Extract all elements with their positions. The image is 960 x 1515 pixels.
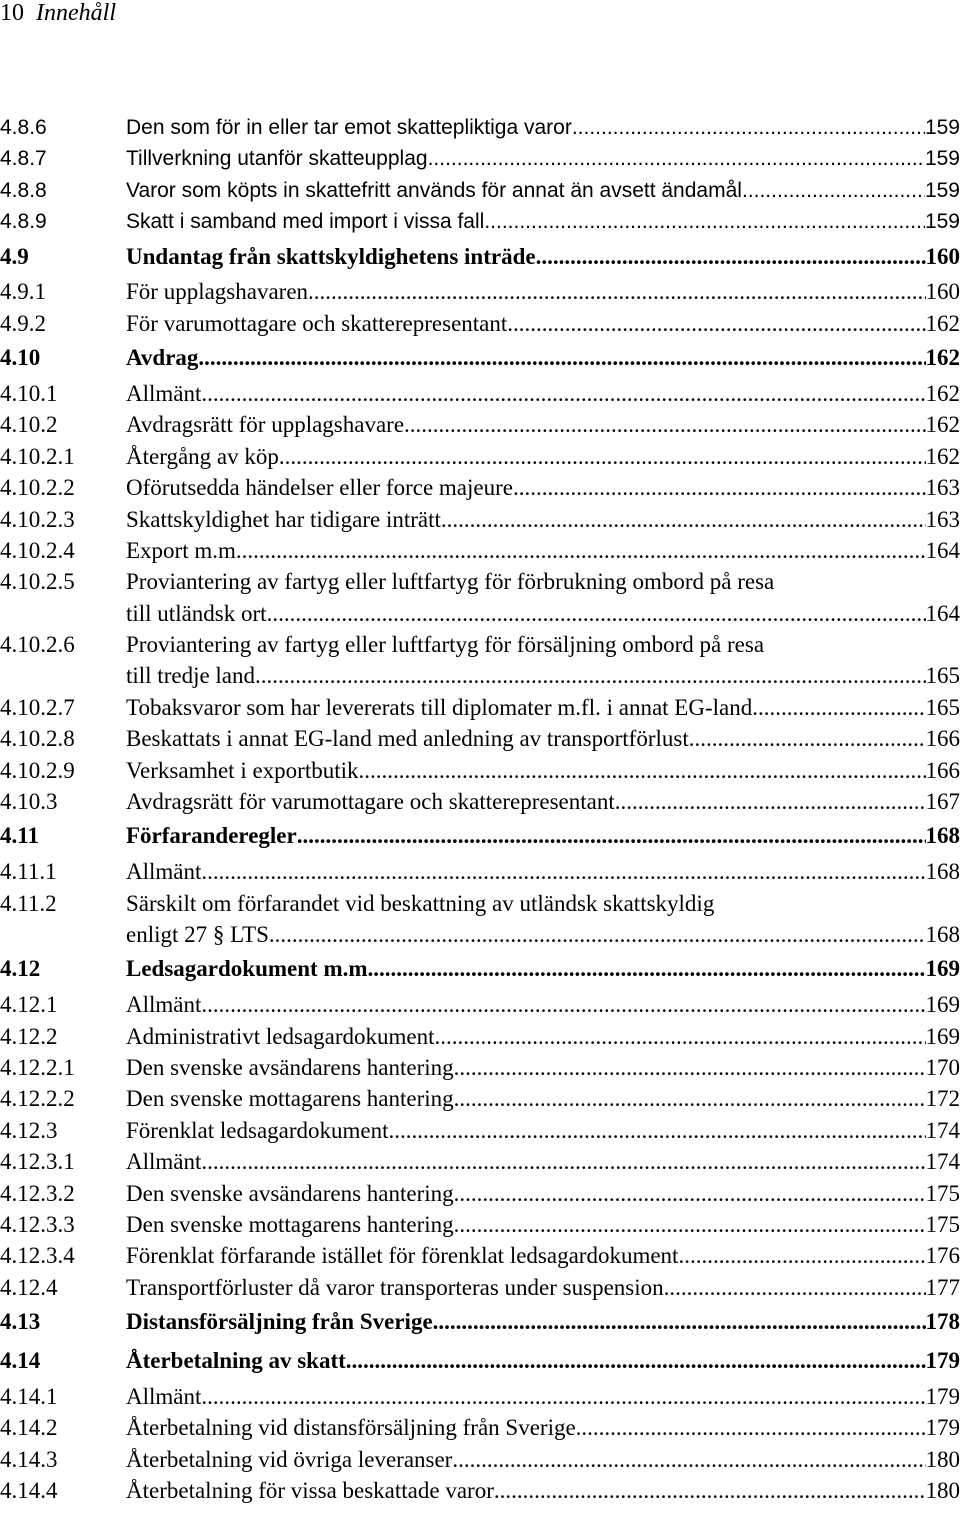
dot-leader [201, 1381, 925, 1412]
dot-leader [435, 1021, 926, 1052]
toc-entry-title: Den som för in eller tar emot skattepliktiga varor [126, 116, 572, 139]
toc-entry-number: 4.8.7 [0, 147, 47, 171]
toc-entry-title: Skatt i samband med import i vissa fall [126, 210, 485, 234]
toc-entry-page-number: 170 [925, 1055, 960, 1080]
toc-entry-title-block [126, 1115, 960, 1146]
toc-entry-number: 4.12.3.1 [0, 1149, 75, 1175]
toc-entry-title-block [126, 339, 960, 378]
toc-entry[interactable] [0, 339, 960, 378]
toc-entry-page-number: 159 [924, 178, 960, 202]
toc-entry-title-block [126, 378, 960, 409]
toc-entry-title-block [126, 566, 960, 629]
toc-entry-page-number: 179 [925, 1415, 960, 1441]
toc-entry[interactable] [0, 723, 960, 754]
dot-leader [689, 723, 926, 754]
toc-entry-number: 4.12.1 [0, 992, 58, 1018]
toc-entry-title: Den svenske avsändarens hantering [126, 1055, 454, 1080]
dot-leader [404, 409, 925, 440]
toc-entry-number: 4.11 [0, 823, 39, 849]
toc-entry-title: Återbetalning för vissa beskattade varor [126, 1477, 494, 1503]
toc-entry-page-number: 168 [925, 823, 960, 849]
toc-entry-title-block [126, 504, 960, 535]
dot-leader [454, 1178, 926, 1209]
toc-entry[interactable] [0, 786, 960, 817]
toc-entry-title: Förenklat förfarande istället för förenklat ledsagardokument [126, 1243, 679, 1269]
toc-entry[interactable] [0, 1240, 960, 1271]
toc-entry[interactable] [0, 1178, 960, 1209]
toc-entry[interactable] [0, 378, 960, 409]
dot-leader [242, 535, 926, 566]
toc-entry[interactable] [0, 535, 960, 566]
toc-entry-number: 4.12.3.2 [0, 1180, 75, 1206]
dot-leader [359, 755, 926, 786]
toc-entry[interactable] [0, 409, 960, 440]
dot-leader [389, 1115, 926, 1146]
toc-entry[interactable] [0, 817, 960, 856]
toc-entry-page-number: 164 [925, 600, 960, 626]
toc-entry-page-number: 162 [925, 412, 960, 438]
dot-leader [441, 504, 926, 535]
toc-entry[interactable] [0, 1272, 960, 1303]
toc-entry[interactable] [0, 629, 960, 692]
toc-entry-title-block [126, 1272, 960, 1303]
toc-entry-title-block [126, 1381, 960, 1412]
toc-entry-title: Allmänt [126, 380, 202, 406]
toc-entry-title: Den svenske avsändarens hantering [126, 1180, 454, 1206]
toc-entry-title-block [126, 1021, 960, 1052]
dot-leader [428, 143, 925, 174]
toc-entry-page-number: 175 [925, 1211, 960, 1237]
toc-entry-page-number: 162 [925, 345, 960, 371]
running-title: Innehåll [36, 0, 116, 26]
toc-entry[interactable] [0, 143, 960, 174]
toc-entry-page-number: 163 [925, 475, 960, 501]
toc-entry-title-block [126, 950, 960, 989]
dot-leader [454, 1052, 926, 1083]
dot-leader [664, 1272, 926, 1303]
toc-entry-page-number: 175 [925, 1180, 960, 1206]
toc-entry[interactable] [0, 472, 960, 503]
toc-entry-page-number: 168 [925, 922, 960, 948]
toc-entry-title: Varor som köpts in skattefritt används för annat än avsett ändamål [126, 178, 742, 202]
toc-entry-title: Särskilt om förfarandet vid beskattning av utländsk skattskyldig [126, 890, 715, 916]
dot-leader [484, 206, 925, 237]
dot-leader [494, 1475, 926, 1506]
toc-entry-title-block [126, 1444, 960, 1475]
toc-entry-title: Export m.m. [126, 537, 242, 563]
toc-entry-title-block [126, 112, 960, 143]
toc-entry-page-number: 167 [925, 789, 960, 815]
toc-entry-title: Återbetalning vid övriga leveranser [126, 1446, 453, 1472]
toc-entry-number: 4.10.2 [0, 412, 58, 438]
toc-entry-title-block [126, 1209, 960, 1240]
toc-entry-page-number: 179 [925, 1347, 960, 1373]
toc-entry-number: 4.9 [0, 243, 29, 269]
toc-entry-title: För varumottagare och skatterepresentant [126, 310, 508, 336]
toc-entry-title: Oförutsedda händelser eller force majeure [126, 475, 513, 501]
toc-entry-page-number: 162 [925, 310, 960, 336]
toc-entry-page-number: 178 [925, 1309, 960, 1335]
toc-entry-page-number: 160 [925, 279, 960, 305]
toc-entry-page-number: 176 [925, 1243, 960, 1269]
toc-entry-number: 4.12.3.3 [0, 1211, 75, 1237]
toc-entry-title: Undantag från skattskyldighetens inträde [126, 243, 536, 269]
page-header [0, 0, 116, 26]
toc-entry-title-block [126, 817, 960, 856]
toc-entry-page-number: 163 [925, 506, 960, 532]
toc-entry-title: Tillverkning utanför skatteupplag [126, 147, 428, 171]
toc-entry-title-block [126, 888, 960, 951]
toc-entry-number: 4.14.3 [0, 1446, 58, 1472]
toc-entry-title-block [126, 1475, 960, 1506]
dot-leader [201, 989, 925, 1020]
toc-entry[interactable] [0, 504, 960, 535]
toc-entry[interactable] [0, 1021, 960, 1052]
dot-leader [536, 238, 926, 277]
toc-entry-title-block [126, 535, 960, 566]
toc-entry[interactable] [0, 1146, 960, 1177]
page-number: 10 [0, 0, 24, 26]
toc-entry[interactable] [0, 1083, 960, 1114]
toc-entry-title: Allmänt [126, 1149, 202, 1175]
toc-entry[interactable] [0, 888, 960, 951]
toc-entry[interactable] [0, 276, 960, 307]
toc-entry-title: Administrativt ledsagardokument [126, 1023, 435, 1049]
toc-entry-title: Ledsagardokument m.m. [126, 956, 374, 982]
toc-entry-number: 4.8.8 [0, 178, 47, 202]
toc-entry-title: Beskattats i annat EG-land med anledning av transportförlust [126, 726, 689, 752]
toc-entry-title-block [126, 786, 960, 817]
toc-entry-title: Den svenske mottagarens hantering [126, 1211, 454, 1237]
toc-entry-number: 4.8.6 [0, 116, 47, 139]
toc-entry-title: Skattskyldighet har tidigare inträtt [126, 506, 441, 532]
toc-entry-title-block [126, 1240, 960, 1271]
toc-entry[interactable] [0, 308, 960, 339]
toc-entry-number: 4.10.1 [0, 380, 58, 406]
toc-entry-title: Avdrag [126, 345, 199, 371]
toc-entry-title-block [126, 1303, 960, 1342]
toc-entry-number: 4.8.9 [0, 210, 47, 234]
dot-leader [308, 276, 925, 307]
toc-entry-page-number: 166 [925, 757, 960, 783]
dot-leader [576, 1412, 926, 1443]
toc-entry-number: 4.12.3 [0, 1117, 58, 1143]
dot-leader [267, 598, 926, 629]
toc-entry-page-number: 169 [925, 1023, 960, 1049]
toc-entry-title: Den svenske mottagarens hantering [126, 1086, 454, 1112]
toc-entry[interactable] [0, 856, 960, 887]
toc-entry-title-block [126, 1052, 960, 1083]
toc-entry-number: 4.10.2.5 [0, 569, 75, 595]
toc-entry-title-block [126, 472, 960, 503]
toc-entry-title-block [126, 238, 960, 277]
dot-leader [752, 692, 925, 723]
toc-entry-number: 4.11.2 [0, 890, 57, 916]
dot-leader [615, 786, 926, 817]
toc-entry-number: 4.12.3.4 [0, 1243, 75, 1269]
toc-entry-title-block [126, 276, 960, 307]
toc-entry-title-block [126, 1412, 960, 1443]
toc-entry-title-block [126, 441, 960, 472]
toc-entry-title: Återgång av köp [126, 443, 279, 469]
toc-entry-page-number: 165 [925, 694, 960, 720]
toc-entry-title: Allmänt [126, 1383, 202, 1409]
toc-entry[interactable] [0, 950, 960, 989]
toc-entry-title: Förenklat ledsagardokument [126, 1117, 389, 1143]
toc-entry-number: 4.10 [0, 345, 41, 371]
toc-entry[interactable] [0, 238, 960, 277]
toc-entry-page-number: 160 [925, 243, 960, 269]
table-of-contents [0, 112, 960, 1506]
toc-entry-number: 4.10.2.8 [0, 726, 75, 752]
toc-entry-number: 4.12.2 [0, 1023, 58, 1049]
toc-entry-number: 4.10.3 [0, 789, 58, 815]
toc-entry-number: 4.10.2.2 [0, 475, 75, 501]
dot-leader [201, 378, 925, 409]
dot-leader [742, 175, 925, 206]
dot-leader [201, 856, 925, 887]
toc-entry-page-number: 179 [925, 1383, 960, 1409]
toc-entry[interactable] [0, 1475, 960, 1506]
toc-entry-title: Avdragsrätt för varumottagare och skatterepresentant [126, 789, 615, 815]
dot-leader [513, 472, 926, 503]
toc-entry-number: 4.14.2 [0, 1415, 58, 1441]
toc-entry-number: 4.12.2.2 [0, 1086, 75, 1112]
dot-leader [572, 112, 925, 143]
toc-entry-number: 4.14 [0, 1347, 41, 1373]
toc-entry-number: 4.10.2.9 [0, 757, 75, 783]
toc-entry[interactable] [0, 1381, 960, 1412]
toc-entry-title: enligt 27 § LTS [126, 922, 269, 948]
toc-entry-page-number: 180 [925, 1446, 960, 1472]
toc-entry-number: 4.14.1 [0, 1383, 58, 1409]
toc-entry[interactable] [0, 441, 960, 472]
toc-entry-title: Transportförluster då varor transporteras under suspension [126, 1274, 664, 1300]
dot-leader [452, 1444, 925, 1475]
toc-entry-page-number: 159 [924, 116, 960, 139]
toc-entry-title: Proviantering av fartyg eller luftfartyg för försäljning ombord på resa [126, 632, 765, 658]
dot-leader [269, 919, 926, 950]
toc-entry-title: Allmänt [126, 859, 202, 885]
toc-entry-number: 4.12.2.1 [0, 1055, 75, 1080]
toc-entry-number: 4.12.4 [0, 1274, 58, 1300]
toc-entry-page-number: 169 [925, 992, 960, 1018]
toc-entry-title-block [126, 175, 960, 206]
dot-leader [297, 817, 926, 856]
toc-entry-number: 4.11.1 [0, 859, 57, 885]
toc-entry-title-block [126, 629, 960, 692]
toc-entry[interactable] [0, 1115, 960, 1146]
toc-entry-title-block [126, 206, 960, 237]
toc-entry-page-number: 177 [925, 1274, 960, 1300]
dot-leader [454, 1083, 926, 1114]
toc-entry-title: Avdragsrätt för upplagshavare [126, 412, 405, 438]
dot-leader [433, 1303, 926, 1342]
toc-entry[interactable] [0, 1444, 960, 1475]
toc-entry-title-block [126, 1178, 960, 1209]
dot-leader [507, 308, 925, 339]
toc-entry-page-number: 174 [925, 1149, 960, 1175]
toc-entry-number: 4.10.2.1 [0, 443, 75, 469]
toc-entry-number: 4.10.2.4 [0, 537, 75, 563]
dot-leader [279, 441, 926, 472]
toc-entry-title: Proviantering av fartyg eller luftfartyg för förbrukning ombord på resa [126, 569, 775, 595]
toc-entry[interactable] [0, 566, 960, 629]
toc-entry[interactable] [0, 989, 960, 1020]
toc-entry-title: till tredje land [126, 663, 256, 689]
toc-entry-number: 4.9.2 [0, 310, 46, 336]
toc-entry-page-number: 169 [925, 956, 960, 982]
toc-entry[interactable] [0, 112, 960, 143]
toc-entry-title: För upplagshavaren [126, 279, 309, 305]
toc-entry-title: Återbetalning vid distansförsäljning från Sverige [126, 1415, 576, 1441]
toc-entry-page-number: 162 [925, 443, 960, 469]
toc-entry-number: 4.14.4 [0, 1477, 58, 1503]
toc-entry-title-block [126, 723, 960, 754]
toc-entry[interactable] [0, 1209, 960, 1240]
toc-entry-title-block [126, 989, 960, 1020]
toc-entry[interactable] [0, 1412, 960, 1443]
toc-entry[interactable] [0, 692, 960, 723]
toc-entry[interactable] [0, 175, 960, 206]
toc-entry[interactable] [0, 1303, 960, 1342]
dot-leader [255, 660, 925, 691]
toc-entry-title-block [126, 1083, 960, 1114]
toc-entry-page-number: 164 [925, 537, 960, 563]
toc-entry[interactable] [0, 755, 960, 786]
toc-entry-number: 4.10.2.6 [0, 632, 75, 658]
toc-entry-title: till utländsk ort [126, 600, 267, 626]
toc-entry[interactable] [0, 1052, 960, 1083]
toc-entry-number: 4.10.2.3 [0, 506, 75, 532]
toc-entry-title-block [126, 409, 960, 440]
toc-entry-title: Förfaranderegler [126, 823, 297, 849]
toc-entry-page-number: 174 [925, 1117, 960, 1143]
toc-entry-page-number: 168 [925, 859, 960, 885]
dot-leader [454, 1209, 926, 1240]
toc-entry-title: Allmänt [126, 992, 202, 1018]
toc-entry-number: 4.12 [0, 956, 41, 982]
dot-leader [346, 1342, 926, 1381]
dot-leader [198, 339, 925, 378]
toc-entry-title: Verksamhet i exportbutik [126, 757, 359, 783]
toc-entry-page-number: 159 [924, 147, 960, 171]
toc-entry-number: 4.9.1 [0, 279, 46, 305]
toc-entry-page-number: 166 [925, 726, 960, 752]
toc-entry-title-block [126, 1146, 960, 1177]
toc-entry[interactable] [0, 1342, 960, 1381]
toc-entry-title: Tobaksvaror som har levererats till diplomater m.fl. i annat EG-land [126, 694, 753, 720]
toc-entry-title-block [126, 692, 960, 723]
toc-entry-page-number: 172 [925, 1086, 960, 1112]
toc-entry-page-number: 180 [925, 1477, 960, 1503]
toc-entry-page-number: 162 [925, 380, 960, 406]
toc-entry-page-number: 159 [924, 210, 960, 234]
toc-entry[interactable] [0, 206, 960, 237]
dot-leader [373, 950, 925, 989]
dot-leader [201, 1146, 925, 1177]
toc-entry-title-block [126, 143, 960, 174]
toc-entry-title: Återbetalning av skatt [126, 1347, 346, 1373]
toc-entry-title: Distansförsäljning från Sverige [126, 1309, 433, 1335]
toc-entry-title-block [126, 856, 960, 887]
toc-entry-title-block [126, 308, 960, 339]
toc-entry-page-number: 165 [925, 663, 960, 689]
toc-entry-number: 4.13 [0, 1309, 41, 1335]
toc-entry-title-block [126, 755, 960, 786]
toc-entry-title-block [126, 1342, 960, 1381]
toc-entry-number: 4.10.2.7 [0, 694, 75, 720]
dot-leader [678, 1240, 925, 1271]
